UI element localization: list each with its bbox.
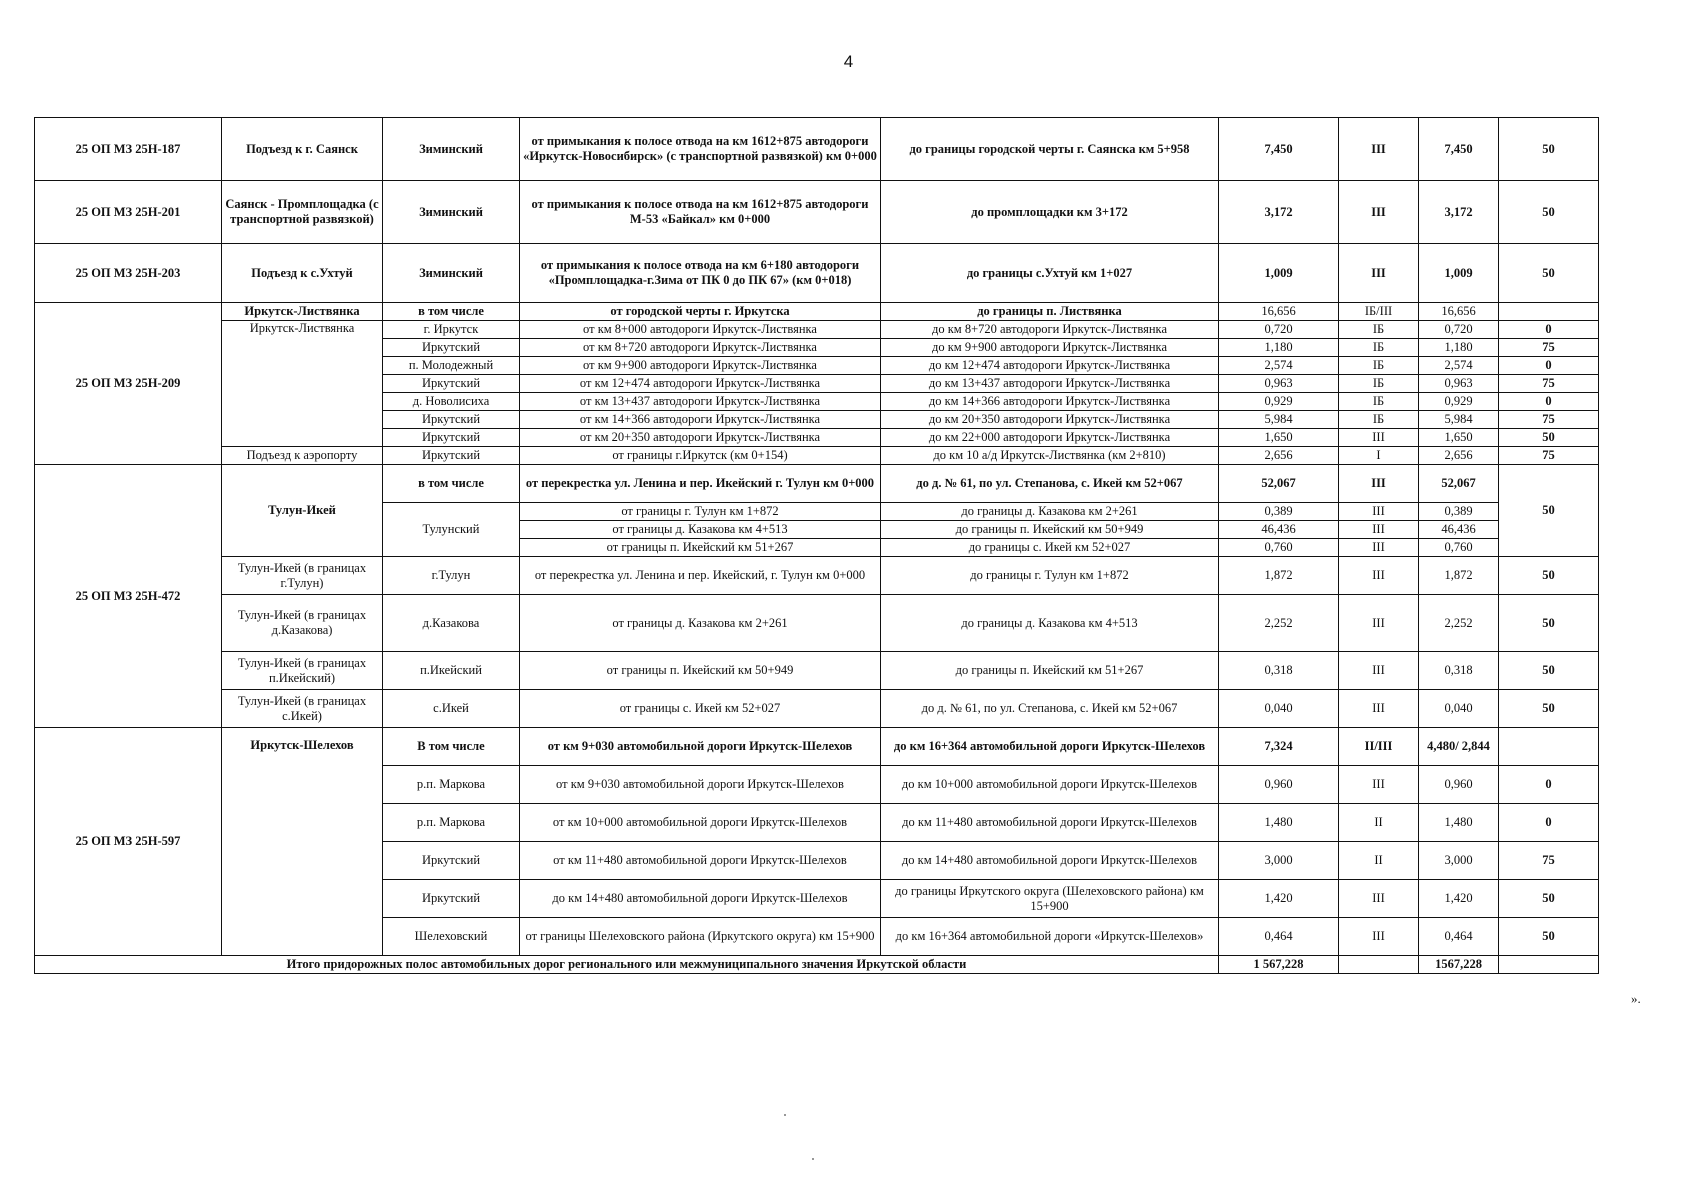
- from-point: от примыкания к полосе отвода на км 1612+875 автодороги М-53 «Байкал» км 0+000: [520, 181, 881, 244]
- category: III: [1339, 766, 1419, 804]
- district: Шелеховский: [383, 918, 520, 956]
- length: 46,436: [1219, 521, 1339, 539]
- length: 0,929: [1219, 393, 1339, 411]
- total-category: [1339, 956, 1419, 974]
- length-2: 1,180: [1419, 339, 1499, 357]
- length: 2,656: [1219, 447, 1339, 465]
- to-point: до д. № 61, по ул. Степанова, с. Икей км 52+067: [881, 465, 1219, 503]
- table-row: [35, 321, 1599, 339]
- strip-width: [1499, 303, 1599, 321]
- length-2: 0,929: [1419, 393, 1499, 411]
- scan-speck: [784, 1114, 786, 1116]
- district: Иркутский: [383, 842, 520, 880]
- from-point: от границы п. Икейский км 51+267: [520, 539, 881, 557]
- road-name: Иркутск-Листвянка: [222, 303, 383, 321]
- from-point: от городской черты г. Иркутска: [520, 303, 881, 321]
- category: III: [1339, 918, 1419, 956]
- length: 1,180: [1219, 339, 1339, 357]
- table-row: [35, 690, 1599, 728]
- to-point: до границы п. Икейский км 50+949: [881, 521, 1219, 539]
- district: р.п. Маркова: [383, 804, 520, 842]
- road-name: Тулун-Икей (в границах д.Казакова): [222, 595, 383, 652]
- category: III: [1339, 118, 1419, 181]
- length: 0,760: [1219, 539, 1339, 557]
- road-name: Тулун-Икей: [222, 465, 383, 557]
- strip-width: 0: [1499, 804, 1599, 842]
- district: Иркутский: [383, 880, 520, 918]
- from-point: от км 13+437 автодороги Иркутск-Листвянка: [520, 393, 881, 411]
- length: 16,656: [1219, 303, 1339, 321]
- road-name: Тулун-Икей (в границах с.Икей): [222, 690, 383, 728]
- district: г. Иркутск: [383, 321, 520, 339]
- length-2: 0,760: [1419, 539, 1499, 557]
- category: II/III: [1339, 728, 1419, 766]
- category: III: [1339, 595, 1419, 652]
- district: Иркутский: [383, 429, 520, 447]
- length: 0,720: [1219, 321, 1339, 339]
- strip-width: 75: [1499, 447, 1599, 465]
- to-point: до д. № 61, по ул. Степанова, с. Икей км 52+067: [881, 690, 1219, 728]
- district: в том числе: [383, 303, 520, 321]
- length: 1,872: [1219, 557, 1339, 595]
- length: 0,040: [1219, 690, 1339, 728]
- length: 1,650: [1219, 429, 1339, 447]
- category: III: [1339, 652, 1419, 690]
- district: Иркутский: [383, 339, 520, 357]
- strip-width: 50: [1499, 465, 1599, 557]
- category: III: [1339, 521, 1419, 539]
- length-2: 52,067: [1419, 465, 1499, 503]
- total-width: [1499, 956, 1599, 974]
- length-2: 1,420: [1419, 880, 1499, 918]
- strip-width: 50: [1499, 880, 1599, 918]
- table-row: [35, 244, 1599, 303]
- from-point: от границы Шелеховского района (Иркутского округа) км 15+900: [520, 918, 881, 956]
- category: III: [1339, 880, 1419, 918]
- strip-width: 50: [1499, 918, 1599, 956]
- district: п. Молодежный: [383, 357, 520, 375]
- category: I: [1339, 447, 1419, 465]
- from-point: от км 9+030 автомобильной дороги Иркутск-Шелехов: [520, 728, 881, 766]
- district: Иркутский: [383, 411, 520, 429]
- road-code: 25 ОП МЗ 25Н-201: [35, 181, 222, 244]
- from-point: до км 14+480 автомобильной дороги Иркутск-Шелехов: [520, 880, 881, 918]
- length: 0,318: [1219, 652, 1339, 690]
- category: IБ: [1339, 393, 1419, 411]
- table-row: [35, 303, 1599, 321]
- from-point: от границы г. Тулун км 1+872: [520, 503, 881, 521]
- to-point: до км 16+364 автомобильной дороги «Иркутск-Шелехов»: [881, 918, 1219, 956]
- category: II: [1339, 842, 1419, 880]
- length-2: 7,450: [1419, 118, 1499, 181]
- to-point: до км 8+720 автодороги Иркутск-Листвянка: [881, 321, 1219, 339]
- strip-width: 0: [1499, 357, 1599, 375]
- length-2: 1,009: [1419, 244, 1499, 303]
- from-point: от примыкания к полосе отвода на км 1612+875 автодороги «Иркутск-Новосибирск» (с транспортной развязкой) км 0+000: [520, 118, 881, 181]
- strip-width: 50: [1499, 118, 1599, 181]
- from-point: от км 9+030 автомобильной дороги Иркутск-Шелехов: [520, 766, 881, 804]
- strip-width: 0: [1499, 766, 1599, 804]
- page-number: 4: [843, 52, 854, 71]
- total-length: 1 567,228: [1219, 956, 1339, 974]
- length-2: 0,318: [1419, 652, 1499, 690]
- to-point: до границы с.Ухтуй км 1+027: [881, 244, 1219, 303]
- table-row-total: [35, 956, 1599, 974]
- length: 3,000: [1219, 842, 1339, 880]
- table-row: [35, 181, 1599, 244]
- to-point: до границы Иркутского округа (Шелеховского района) км 15+900: [881, 880, 1219, 918]
- strip-width: 0: [1499, 321, 1599, 339]
- district: с.Икей: [383, 690, 520, 728]
- strip-width: [1499, 728, 1599, 766]
- to-point: до км 12+474 автодороги Иркутск-Листвянка: [881, 357, 1219, 375]
- length: 3,172: [1219, 181, 1339, 244]
- strip-width: 50: [1499, 690, 1599, 728]
- table-row: [35, 557, 1599, 595]
- strip-width: 50: [1499, 244, 1599, 303]
- to-point: до границы п. Икейский км 51+267: [881, 652, 1219, 690]
- category: III: [1339, 181, 1419, 244]
- length-2: 2,574: [1419, 357, 1499, 375]
- total-length-2: 1567,228: [1419, 956, 1499, 974]
- district: Зиминский: [383, 181, 520, 244]
- road-name: Саянск - Промплощадка (с транспортной развязкой): [222, 181, 383, 244]
- strip-width: 75: [1499, 411, 1599, 429]
- from-point: от перекрестка ул. Ленина и пер. Икейский г. Тулун км 0+000: [520, 465, 881, 503]
- to-point: до км 11+480 автомобильной дороги Иркутск-Шелехов: [881, 804, 1219, 842]
- district: в том числе: [383, 465, 520, 503]
- table-row: [35, 728, 1599, 766]
- district: Иркутский: [383, 375, 520, 393]
- road-name: Иркутск-Листвянка: [222, 321, 383, 447]
- to-point: до границы г. Тулун км 1+872: [881, 557, 1219, 595]
- to-point: до границы д. Казакова км 2+261: [881, 503, 1219, 521]
- to-point: до км 16+364 автомобильной дороги Иркутск-Шелехов: [881, 728, 1219, 766]
- length-2: 0,720: [1419, 321, 1499, 339]
- strip-width: 50: [1499, 557, 1599, 595]
- road-code: 25 ОП МЗ 25Н-203: [35, 244, 222, 303]
- strip-width: 75: [1499, 842, 1599, 880]
- length-2: 16,656: [1419, 303, 1499, 321]
- to-point: до км 9+900 автодороги Иркутск-Листвянка: [881, 339, 1219, 357]
- length-2: 1,480: [1419, 804, 1499, 842]
- length: 1,420: [1219, 880, 1339, 918]
- table-row: [35, 447, 1599, 465]
- length-2: 0,464: [1419, 918, 1499, 956]
- length-2: 3,000: [1419, 842, 1499, 880]
- road-name: Тулун-Икей (в границах п.Икейский): [222, 652, 383, 690]
- strip-width: 0: [1499, 393, 1599, 411]
- category: IБ: [1339, 339, 1419, 357]
- district: Тулунский: [383, 503, 520, 557]
- road-name: Тулун-Икей (в границах г.Тулун): [222, 557, 383, 595]
- district: д.Казакова: [383, 595, 520, 652]
- road-name: Иркутск-Шелехов: [222, 728, 383, 956]
- length: 7,450: [1219, 118, 1339, 181]
- district: р.п. Маркова: [383, 766, 520, 804]
- length-2: 0,389: [1419, 503, 1499, 521]
- roads-table: [34, 117, 1599, 974]
- to-point: до границы с. Икей км 52+027: [881, 539, 1219, 557]
- to-point: до границы п. Листвянка: [881, 303, 1219, 321]
- from-point: от границы п. Икейский км 50+949: [520, 652, 881, 690]
- length: 2,252: [1219, 595, 1339, 652]
- strip-width: 50: [1499, 652, 1599, 690]
- from-point: от границы г.Иркутск (км 0+154): [520, 447, 881, 465]
- to-point: до км 14+366 автодороги Иркутск-Листвянка: [881, 393, 1219, 411]
- length: 5,984: [1219, 411, 1339, 429]
- length: 0,963: [1219, 375, 1339, 393]
- district: Зиминский: [383, 244, 520, 303]
- district: Иркутский: [383, 447, 520, 465]
- strip-width: 75: [1499, 339, 1599, 357]
- road-code: 25 ОП МЗ 25Н-209: [35, 303, 222, 465]
- length-2: 2,656: [1419, 447, 1499, 465]
- strip-width: 50: [1499, 429, 1599, 447]
- to-point: до границы городской черты г. Саянска км 5+958: [881, 118, 1219, 181]
- length-2: 0,960: [1419, 766, 1499, 804]
- district: В том числе: [383, 728, 520, 766]
- category: IБ: [1339, 375, 1419, 393]
- length: 1,480: [1219, 804, 1339, 842]
- category: III: [1339, 539, 1419, 557]
- scan-speck: [812, 1158, 814, 1160]
- category: III: [1339, 690, 1419, 728]
- category: III: [1339, 465, 1419, 503]
- length: 1,009: [1219, 244, 1339, 303]
- district: г.Тулун: [383, 557, 520, 595]
- from-point: от км 11+480 автомобильной дороги Иркутск-Шелехов: [520, 842, 881, 880]
- length-2: 2,252: [1419, 595, 1499, 652]
- length-2: 0,963: [1419, 375, 1499, 393]
- category: III: [1339, 557, 1419, 595]
- strip-width: 75: [1499, 375, 1599, 393]
- district: п.Икейский: [383, 652, 520, 690]
- from-point: от перекрестка ул. Ленина и пер. Икейский, г. Тулун км 0+000: [520, 557, 881, 595]
- length-2: 0,040: [1419, 690, 1499, 728]
- category: III: [1339, 503, 1419, 521]
- to-point: до км 13+437 автодороги Иркутск-Листвянка: [881, 375, 1219, 393]
- strip-width: 50: [1499, 181, 1599, 244]
- length-2: 46,436: [1419, 521, 1499, 539]
- road-code: 25 ОП МЗ 25Н-187: [35, 118, 222, 181]
- length: 2,574: [1219, 357, 1339, 375]
- category: IБ: [1339, 357, 1419, 375]
- from-point: от границы д. Казакова км 2+261: [520, 595, 881, 652]
- length: 0,464: [1219, 918, 1339, 956]
- from-point: от границы с. Икей км 52+027: [520, 690, 881, 728]
- length-2: 1,650: [1419, 429, 1499, 447]
- length: 52,067: [1219, 465, 1339, 503]
- from-point: от км 20+350 автодороги Иркутск-Листвянка: [520, 429, 881, 447]
- length-2: 1,872: [1419, 557, 1499, 595]
- road-code: 25 ОП МЗ 25Н-472: [35, 465, 222, 728]
- from-point: от км 8+000 автодороги Иркутск-Листвянка: [520, 321, 881, 339]
- road-name: Подъезд к г. Саянск: [222, 118, 383, 181]
- to-point: до км 20+350 автодороги Иркутск-Листвянка: [881, 411, 1219, 429]
- strip-width: 50: [1499, 595, 1599, 652]
- to-point: до км 14+480 автомобильной дороги Иркутск-Шелехов: [881, 842, 1219, 880]
- from-point: от км 9+900 автодороги Иркутск-Листвянка: [520, 357, 881, 375]
- district: Зиминский: [383, 118, 520, 181]
- table-row: [35, 118, 1599, 181]
- category: IБ: [1339, 321, 1419, 339]
- road-name: Подъезд к аэропорту: [222, 447, 383, 465]
- table-row: [35, 652, 1599, 690]
- to-point: до границы д. Казакова км 4+513: [881, 595, 1219, 652]
- to-point: до км 22+000 автодороги Иркутск-Листвянка: [881, 429, 1219, 447]
- length-2: 3,172: [1419, 181, 1499, 244]
- from-point: от км 14+366 автодороги Иркутск-Листвянка: [520, 411, 881, 429]
- length: 0,960: [1219, 766, 1339, 804]
- category: III: [1339, 244, 1419, 303]
- category: II: [1339, 804, 1419, 842]
- from-point: от границы д. Казакова км 4+513: [520, 521, 881, 539]
- category: IБ/III: [1339, 303, 1419, 321]
- to-point: до км 10+000 автомобильной дороги Иркутск-Шелехов: [881, 766, 1219, 804]
- from-point: от км 10+000 автомобильной дороги Иркутск-Шелехов: [520, 804, 881, 842]
- table-row: [35, 595, 1599, 652]
- category: III: [1339, 429, 1419, 447]
- category: IБ: [1339, 411, 1419, 429]
- from-point: от км 12+474 автодороги Иркутск-Листвянка: [520, 375, 881, 393]
- road-name: Подъезд к с.Ухтуй: [222, 244, 383, 303]
- length: 0,389: [1219, 503, 1339, 521]
- length-2: 5,984: [1419, 411, 1499, 429]
- district: д. Новолисиха: [383, 393, 520, 411]
- length: 7,324: [1219, 728, 1339, 766]
- total-label: Итого придорожных полос автомобильных дорог регионального или межмуниципального значения Иркутской области: [35, 956, 1219, 974]
- from-point: от примыкания к полосе отвода на км 6+180 автодороги «Промплощадка-г.Зима от ПК 0 до ПК 67» (км 0+018): [520, 244, 881, 303]
- length-2: 4,480/ 2,844: [1419, 728, 1499, 766]
- to-point: до промплощадки км 3+172: [881, 181, 1219, 244]
- table-row: [35, 465, 1599, 503]
- roads-table-wrapper: [34, 117, 1599, 974]
- to-point: до км 10 а/д Иркутск-Листвянка (км 2+810): [881, 447, 1219, 465]
- from-point: от км 8+720 автодороги Иркутск-Листвянка: [520, 339, 881, 357]
- road-code: 25 ОП МЗ 25Н-597: [35, 728, 222, 956]
- closing-quote-mark: ».: [1631, 991, 1641, 1006]
